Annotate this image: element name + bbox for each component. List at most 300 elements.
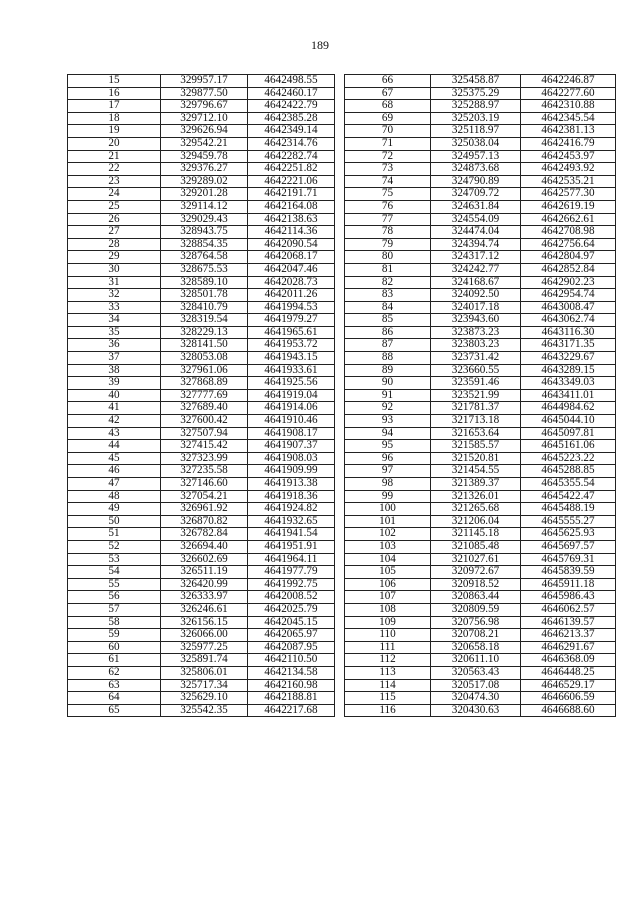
x-coordinate-cell: 327777.69 <box>161 389 248 402</box>
y-coordinate-cell: 4642954.74 <box>521 289 616 302</box>
table-row <box>345 125 616 138</box>
table-row <box>345 654 616 667</box>
y-coordinate-cell: 4645161.06 <box>521 440 616 453</box>
x-coordinate-cell: 326333.97 <box>161 591 248 604</box>
x-coordinate-cell: 321454.55 <box>431 465 521 478</box>
x-coordinate-cell: 329459.78 <box>161 150 248 163</box>
x-coordinate-cell: 327689.40 <box>161 402 248 415</box>
x-coordinate-cell: 321781.37 <box>431 402 521 415</box>
y-coordinate-cell: 4641941.54 <box>248 528 335 541</box>
x-coordinate-cell: 320474.30 <box>431 692 521 705</box>
point-number-cell: 102 <box>345 528 431 541</box>
x-coordinate-cell: 329376.27 <box>161 163 248 176</box>
x-coordinate-cell: 327600.42 <box>161 415 248 428</box>
point-number-cell: 116 <box>345 704 431 717</box>
point-number-cell: 110 <box>345 629 431 642</box>
point-number-cell: 68 <box>345 100 431 113</box>
table-row <box>345 100 616 113</box>
point-number-cell: 60 <box>68 641 161 654</box>
point-number-cell: 30 <box>68 263 161 276</box>
point-number-cell: 59 <box>68 629 161 642</box>
table-row <box>345 490 616 503</box>
x-coordinate-cell: 321085.48 <box>431 540 521 553</box>
y-coordinate-cell: 4641979.27 <box>248 314 335 327</box>
x-coordinate-cell: 324554.09 <box>431 213 521 226</box>
x-coordinate-cell: 320517.08 <box>431 679 521 692</box>
x-coordinate-cell: 329712.10 <box>161 112 248 125</box>
point-number-cell: 85 <box>345 314 431 327</box>
point-number-cell: 111 <box>345 641 431 654</box>
point-number-cell: 39 <box>68 377 161 390</box>
y-coordinate-cell: 4641908.17 <box>248 427 335 440</box>
point-number-cell: 48 <box>68 490 161 503</box>
table-row <box>345 452 616 465</box>
y-coordinate-cell: 4642756.64 <box>521 238 616 251</box>
point-number-cell: 55 <box>68 578 161 591</box>
table-row <box>345 213 616 226</box>
x-coordinate-cell: 321326.01 <box>431 490 521 503</box>
table-row <box>345 503 616 516</box>
x-coordinate-cell: 324474.04 <box>431 226 521 239</box>
table-row <box>345 566 616 579</box>
y-coordinate-cell: 4642090.54 <box>248 238 335 251</box>
table-row <box>345 150 616 163</box>
table-row <box>345 238 616 251</box>
x-coordinate-cell: 325118.97 <box>431 125 521 138</box>
y-coordinate-cell: 4642535.21 <box>521 175 616 188</box>
point-number-cell: 18 <box>68 112 161 125</box>
table-row <box>345 578 616 591</box>
y-coordinate-cell: 4642028.73 <box>248 276 335 289</box>
point-number-cell: 88 <box>345 352 431 365</box>
y-coordinate-cell: 4642282.74 <box>248 150 335 163</box>
x-coordinate-cell: 321265.68 <box>431 503 521 516</box>
y-coordinate-cell: 4642217.68 <box>248 704 335 717</box>
point-number-cell: 47 <box>68 478 161 491</box>
x-coordinate-cell: 323660.55 <box>431 364 521 377</box>
point-number-cell: 53 <box>68 553 161 566</box>
x-coordinate-cell: 321145.18 <box>431 528 521 541</box>
table-row <box>345 616 616 629</box>
table-row <box>345 339 616 352</box>
table-row <box>68 465 335 478</box>
table-row <box>345 87 616 100</box>
table-row <box>68 603 335 616</box>
point-number-cell: 34 <box>68 314 161 327</box>
point-number-cell: 22 <box>68 163 161 176</box>
y-coordinate-cell: 4642188.81 <box>248 692 335 705</box>
point-number-cell: 72 <box>345 150 431 163</box>
x-coordinate-cell: 324092.50 <box>431 289 521 302</box>
point-number-cell: 97 <box>345 465 431 478</box>
x-coordinate-cell: 320918.52 <box>431 578 521 591</box>
point-number-cell: 61 <box>68 654 161 667</box>
point-number-cell: 80 <box>345 251 431 264</box>
table-row <box>345 326 616 339</box>
y-coordinate-cell: 4642164.08 <box>248 200 335 213</box>
point-number-cell: 107 <box>345 591 431 604</box>
x-coordinate-cell: 321206.04 <box>431 515 521 528</box>
y-coordinate-cell: 4646139.57 <box>521 616 616 629</box>
table-row <box>68 427 335 440</box>
x-coordinate-cell: 329289.02 <box>161 175 248 188</box>
point-number-cell: 62 <box>68 666 161 679</box>
x-coordinate-cell: 320863.44 <box>431 591 521 604</box>
table-row <box>68 175 335 188</box>
y-coordinate-cell: 4646213.37 <box>521 629 616 642</box>
x-coordinate-cell: 326246.61 <box>161 603 248 616</box>
point-number-cell: 33 <box>68 301 161 314</box>
y-coordinate-cell: 4641933.61 <box>248 364 335 377</box>
table-row <box>68 503 335 516</box>
table-row <box>345 415 616 428</box>
x-coordinate-cell: 324709.72 <box>431 188 521 201</box>
x-coordinate-cell: 325458.87 <box>431 75 521 88</box>
point-number-cell: 73 <box>345 163 431 176</box>
x-coordinate-cell: 324317.12 <box>431 251 521 264</box>
x-coordinate-cell: 320809.59 <box>431 603 521 616</box>
table-row <box>345 163 616 176</box>
x-coordinate-cell: 323591.46 <box>431 377 521 390</box>
y-coordinate-cell: 4645097.81 <box>521 427 616 440</box>
x-coordinate-cell: 325542.35 <box>161 704 248 717</box>
y-coordinate-cell: 4646368.09 <box>521 654 616 667</box>
point-number-cell: 27 <box>68 226 161 239</box>
table-row <box>345 200 616 213</box>
point-number-cell: 71 <box>345 137 431 150</box>
point-number-cell: 78 <box>345 226 431 239</box>
point-number-cell: 89 <box>345 364 431 377</box>
table-row <box>68 540 335 553</box>
table-row <box>345 641 616 654</box>
y-coordinate-cell: 4641910.46 <box>248 415 335 428</box>
table-row <box>68 553 335 566</box>
point-number-cell: 56 <box>68 591 161 604</box>
x-coordinate-cell: 323943.60 <box>431 314 521 327</box>
x-coordinate-cell: 328943.75 <box>161 226 248 239</box>
x-coordinate-cell: 329029.43 <box>161 213 248 226</box>
y-coordinate-cell: 4641907.37 <box>248 440 335 453</box>
point-number-cell: 79 <box>345 238 431 251</box>
x-coordinate-cell: 325977.25 <box>161 641 248 654</box>
x-coordinate-cell: 325203.19 <box>431 112 521 125</box>
x-coordinate-cell: 328675.53 <box>161 263 248 276</box>
y-coordinate-cell: 4641919.04 <box>248 389 335 402</box>
table-row <box>68 389 335 402</box>
x-coordinate-cell: 328229.13 <box>161 326 248 339</box>
x-coordinate-cell: 326870.82 <box>161 515 248 528</box>
x-coordinate-cell: 321713.18 <box>431 415 521 428</box>
point-number-cell: 101 <box>345 515 431 528</box>
table-row <box>68 112 335 125</box>
y-coordinate-cell: 4645555.27 <box>521 515 616 528</box>
y-coordinate-cell: 4641994.53 <box>248 301 335 314</box>
x-coordinate-cell: 321389.37 <box>431 478 521 491</box>
y-coordinate-cell: 4646529.17 <box>521 679 616 692</box>
y-coordinate-cell: 4642577.30 <box>521 188 616 201</box>
table-row <box>345 301 616 314</box>
point-number-cell: 32 <box>68 289 161 302</box>
point-number-cell: 17 <box>68 100 161 113</box>
x-coordinate-cell: 327507.94 <box>161 427 248 440</box>
point-number-cell: 82 <box>345 276 431 289</box>
point-number-cell: 74 <box>345 175 431 188</box>
y-coordinate-cell: 4642047.46 <box>248 263 335 276</box>
point-number-cell: 100 <box>345 503 431 516</box>
x-coordinate-cell: 328410.79 <box>161 301 248 314</box>
table-row <box>68 452 335 465</box>
y-coordinate-cell: 4641965.61 <box>248 326 335 339</box>
point-number-cell: 113 <box>345 666 431 679</box>
x-coordinate-cell: 327146.60 <box>161 478 248 491</box>
x-coordinate-cell: 327415.42 <box>161 440 248 453</box>
y-coordinate-cell: 4645422.47 <box>521 490 616 503</box>
table-row <box>68 251 335 264</box>
point-number-cell: 28 <box>68 238 161 251</box>
table-row <box>345 704 616 717</box>
x-coordinate-cell: 320563.43 <box>431 666 521 679</box>
y-coordinate-cell: 4643229.67 <box>521 352 616 365</box>
table-row <box>68 478 335 491</box>
table-row <box>345 389 616 402</box>
x-coordinate-cell: 324873.68 <box>431 163 521 176</box>
coordinates-table-right <box>344 74 616 717</box>
x-coordinate-cell: 326420.99 <box>161 578 248 591</box>
y-coordinate-cell: 4645355.54 <box>521 478 616 491</box>
point-number-cell: 19 <box>68 125 161 138</box>
point-number-cell: 49 <box>68 503 161 516</box>
x-coordinate-cell: 329796.67 <box>161 100 248 113</box>
y-coordinate-cell: 4646062.57 <box>521 603 616 616</box>
point-number-cell: 114 <box>345 679 431 692</box>
table-row <box>68 578 335 591</box>
table-row <box>345 465 616 478</box>
table-row <box>68 125 335 138</box>
table-row <box>68 352 335 365</box>
x-coordinate-cell: 321027.61 <box>431 553 521 566</box>
point-number-cell: 31 <box>68 276 161 289</box>
y-coordinate-cell: 4642251.82 <box>248 163 335 176</box>
point-number-cell: 109 <box>345 616 431 629</box>
x-coordinate-cell: 324242.77 <box>431 263 521 276</box>
table-row <box>68 188 335 201</box>
table-row <box>68 377 335 390</box>
x-coordinate-cell: 326961.92 <box>161 503 248 516</box>
point-number-cell: 44 <box>68 440 161 453</box>
point-number-cell: 57 <box>68 603 161 616</box>
point-number-cell: 86 <box>345 326 431 339</box>
x-coordinate-cell: 327054.21 <box>161 490 248 503</box>
x-coordinate-cell: 325717.34 <box>161 679 248 692</box>
point-number-cell: 26 <box>68 213 161 226</box>
table-row <box>345 377 616 390</box>
point-number-cell: 46 <box>68 465 161 478</box>
point-number-cell: 66 <box>345 75 431 88</box>
table-row <box>68 692 335 705</box>
y-coordinate-cell: 4642422.79 <box>248 100 335 113</box>
y-coordinate-cell: 4642008.52 <box>248 591 335 604</box>
point-number-cell: 76 <box>345 200 431 213</box>
table-row <box>68 415 335 428</box>
table-row <box>68 226 335 239</box>
point-number-cell: 16 <box>68 87 161 100</box>
x-coordinate-cell: 320658.18 <box>431 641 521 654</box>
point-number-cell: 69 <box>345 112 431 125</box>
y-coordinate-cell: 4646688.60 <box>521 704 616 717</box>
y-coordinate-cell: 4643008.47 <box>521 301 616 314</box>
point-number-cell: 15 <box>68 75 161 88</box>
y-coordinate-cell: 4641918.36 <box>248 490 335 503</box>
point-number-cell: 25 <box>68 200 161 213</box>
y-coordinate-cell: 4642804.97 <box>521 251 616 264</box>
x-coordinate-cell: 325375.29 <box>431 87 521 100</box>
y-coordinate-cell: 4646291.67 <box>521 641 616 654</box>
table-row <box>68 163 335 176</box>
x-coordinate-cell: 327235.58 <box>161 465 248 478</box>
x-coordinate-cell: 326156.15 <box>161 616 248 629</box>
point-number-cell: 92 <box>345 402 431 415</box>
table-row <box>68 100 335 113</box>
point-number-cell: 43 <box>68 427 161 440</box>
point-number-cell: 75 <box>345 188 431 201</box>
point-number-cell: 112 <box>345 654 431 667</box>
x-coordinate-cell: 329877.50 <box>161 87 248 100</box>
y-coordinate-cell: 4642345.54 <box>521 112 616 125</box>
table-row <box>68 364 335 377</box>
y-coordinate-cell: 4641953.72 <box>248 339 335 352</box>
point-number-cell: 20 <box>68 137 161 150</box>
y-coordinate-cell: 4642416.79 <box>521 137 616 150</box>
x-coordinate-cell: 324957.13 <box>431 150 521 163</box>
table-row <box>68 402 335 415</box>
table-row <box>68 339 335 352</box>
x-coordinate-cell: 324631.84 <box>431 200 521 213</box>
y-coordinate-cell: 4642493.92 <box>521 163 616 176</box>
x-coordinate-cell: 321585.57 <box>431 440 521 453</box>
table-row <box>68 87 335 100</box>
table-row <box>68 629 335 642</box>
y-coordinate-cell: 4642902.23 <box>521 276 616 289</box>
point-number-cell: 115 <box>345 692 431 705</box>
x-coordinate-cell: 324790.89 <box>431 175 521 188</box>
x-coordinate-cell: 328854.35 <box>161 238 248 251</box>
y-coordinate-cell: 4643411.01 <box>521 389 616 402</box>
y-coordinate-cell: 4642087.95 <box>248 641 335 654</box>
y-coordinate-cell: 4646606.59 <box>521 692 616 705</box>
table-row <box>345 314 616 327</box>
table-row <box>68 301 335 314</box>
y-coordinate-cell: 4642011.26 <box>248 289 335 302</box>
y-coordinate-cell: 4642221.06 <box>248 175 335 188</box>
y-coordinate-cell: 4641909.99 <box>248 465 335 478</box>
y-coordinate-cell: 4642160.98 <box>248 679 335 692</box>
y-coordinate-cell: 4642246.87 <box>521 75 616 88</box>
point-number-cell: 99 <box>345 490 431 503</box>
x-coordinate-cell: 327961.06 <box>161 364 248 377</box>
y-coordinate-cell: 4644984.62 <box>521 402 616 415</box>
table-row <box>68 314 335 327</box>
y-coordinate-cell: 4645488.19 <box>521 503 616 516</box>
y-coordinate-cell: 4643116.30 <box>521 326 616 339</box>
table-row <box>345 276 616 289</box>
y-coordinate-cell: 4643171.35 <box>521 339 616 352</box>
x-coordinate-cell: 323731.42 <box>431 352 521 365</box>
table-row <box>68 150 335 163</box>
point-number-cell: 83 <box>345 289 431 302</box>
table-row <box>345 440 616 453</box>
point-number-cell: 105 <box>345 566 431 579</box>
x-coordinate-cell: 329542.21 <box>161 137 248 150</box>
table-row <box>68 289 335 302</box>
table-row <box>345 679 616 692</box>
y-coordinate-cell: 4642045.15 <box>248 616 335 629</box>
table-row <box>68 679 335 692</box>
point-number-cell: 84 <box>345 301 431 314</box>
table-row <box>345 75 616 88</box>
y-coordinate-cell: 4645044.10 <box>521 415 616 428</box>
table-row <box>345 540 616 553</box>
point-number-cell: 40 <box>68 389 161 402</box>
x-coordinate-cell: 329201.28 <box>161 188 248 201</box>
table-row <box>345 666 616 679</box>
point-number-cell: 54 <box>68 566 161 579</box>
table-row <box>68 591 335 604</box>
point-number-cell: 67 <box>345 87 431 100</box>
x-coordinate-cell: 327323.99 <box>161 452 248 465</box>
x-coordinate-cell: 320611.10 <box>431 654 521 667</box>
point-number-cell: 41 <box>68 402 161 415</box>
y-coordinate-cell: 4642460.17 <box>248 87 335 100</box>
table-row <box>345 352 616 365</box>
table-row <box>68 326 335 339</box>
y-coordinate-cell: 4642385.28 <box>248 112 335 125</box>
table-row <box>345 175 616 188</box>
y-coordinate-cell: 4642314.76 <box>248 137 335 150</box>
y-coordinate-cell: 4641977.79 <box>248 566 335 579</box>
table-row <box>68 263 335 276</box>
y-coordinate-cell: 4641992.75 <box>248 578 335 591</box>
coordinates-table-left <box>67 74 335 717</box>
y-coordinate-cell: 4642065.97 <box>248 629 335 642</box>
y-coordinate-cell: 4645986.43 <box>521 591 616 604</box>
point-number-cell: 96 <box>345 452 431 465</box>
y-coordinate-cell: 4643349.03 <box>521 377 616 390</box>
point-number-cell: 103 <box>345 540 431 553</box>
x-coordinate-cell: 320972.67 <box>431 566 521 579</box>
table-row <box>345 553 616 566</box>
point-number-cell: 21 <box>68 150 161 163</box>
table-row <box>68 515 335 528</box>
table-row <box>345 226 616 239</box>
table-row <box>345 289 616 302</box>
y-coordinate-cell: 4641943.15 <box>248 352 335 365</box>
y-coordinate-cell: 4642852.84 <box>521 263 616 276</box>
point-number-cell: 23 <box>68 175 161 188</box>
table-row <box>68 276 335 289</box>
table-row <box>68 200 335 213</box>
x-coordinate-cell: 323521.99 <box>431 389 521 402</box>
y-coordinate-cell: 4645769.31 <box>521 553 616 566</box>
point-number-cell: 106 <box>345 578 431 591</box>
y-coordinate-cell: 4642381.13 <box>521 125 616 138</box>
y-coordinate-cell: 4641908.03 <box>248 452 335 465</box>
x-coordinate-cell: 329957.17 <box>161 75 248 88</box>
point-number-cell: 35 <box>68 326 161 339</box>
y-coordinate-cell: 4642662.61 <box>521 213 616 226</box>
point-number-cell: 65 <box>68 704 161 717</box>
point-number-cell: 77 <box>345 213 431 226</box>
point-number-cell: 93 <box>345 415 431 428</box>
